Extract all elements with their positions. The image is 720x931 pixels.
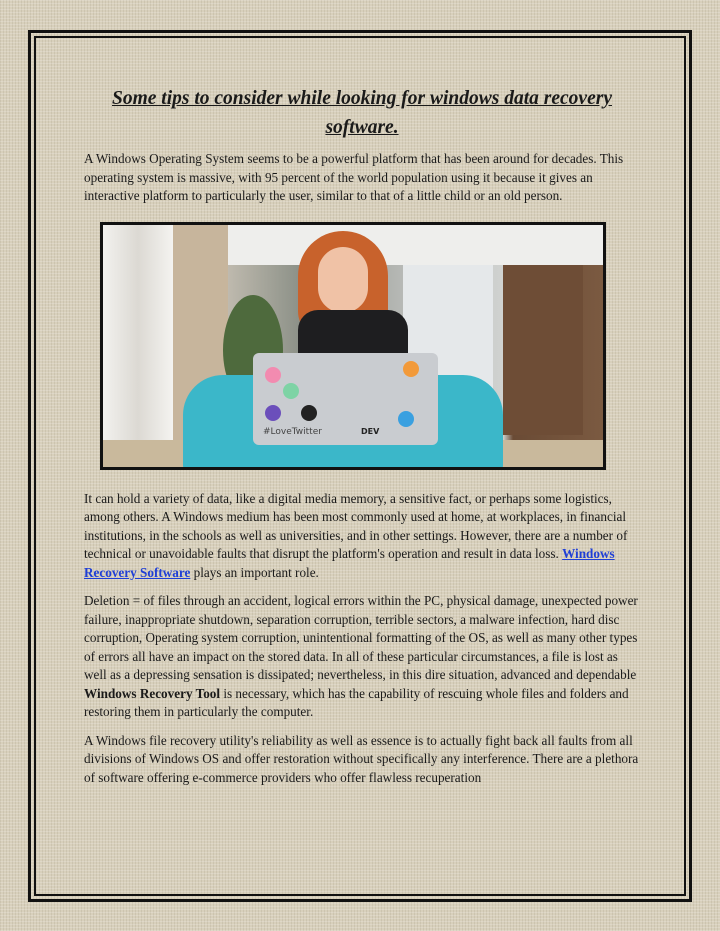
laptop-sticker: [403, 361, 419, 377]
paragraph-text: is necessary, which has the capability of rescuing whole files and folders and restoring them in particularly the computer.: [84, 685, 629, 719]
woman-with-laptop-photo: [100, 222, 606, 470]
laptop-sticker: [265, 405, 281, 421]
photo-curtain: [103, 225, 173, 467]
data-loss-paragraph: [84, 490, 640, 583]
deletion-causes-paragraph: [84, 592, 640, 722]
document-title: Some tips to consider while looking for windows data recovery software.: [112, 88, 612, 138]
photo-door: [503, 265, 583, 435]
paragraph-text: plays an important role.: [190, 564, 319, 580]
laptop-sticker: [398, 411, 414, 427]
windows-recovery-tool-bold: Windows Recovery Tool: [84, 685, 221, 701]
paragraph-text: It can hold a variety of data, like a digital media memory, a sensitive fact, or perhaps some logistics, among others. A Windows medium has been most commonly used at home, at workplaces, in financial institutions, in the schools as well as universities, and in other settings. However, there are a number of technical or unavoidable faults that disrupt the platform's operation and result in data loss.: [84, 490, 628, 561]
windows-recovery-software-link[interactable]: Windows Recovery Software: [84, 546, 615, 580]
laptop-sticker: [265, 367, 281, 383]
intro-paragraph: A Windows Operating System seems to be a powerful platform that has been around for decades. This operating system is massive, with 95 percent of the world population using it because it gives an interactive platform to particularly the user, similar to that of a little child or an old person.: [84, 151, 624, 203]
document-body: [84, 84, 640, 787]
recovery-utility-paragraph: A Windows file recovery utility's reliability as well as essence is to actually fight back all faults from all divisions of Windows OS and offer restoration without specifically any interference. There are a plethora of software offering e-commerce providers who offer flawless recuperation: [84, 732, 639, 785]
laptop-sticker-hashtag: #LoveTwitter: [263, 426, 322, 437]
laptop-sticker-dev: DEV: [361, 426, 380, 436]
photo-woman-face: [318, 247, 368, 313]
laptop-sticker: [301, 405, 317, 421]
photo-laptop: [253, 353, 438, 445]
laptop-sticker: [283, 383, 299, 399]
paragraph-text: Deletion = of files through an accident, logical errors within the PC, physical damage, unexpected power failure, inappropriate shutdown, separation corruption, terrible sectors, a malware infection, hard disc corruption, Operating system corruption, unintentional formatting of the OS, as well as many other types of errors all have an impact on the stored data. In all of these particular circumstances, a file is lost as well as a depressing sensation is dissipated; nevertheless, in this dire situation, advanced and dependable: [84, 593, 638, 682]
